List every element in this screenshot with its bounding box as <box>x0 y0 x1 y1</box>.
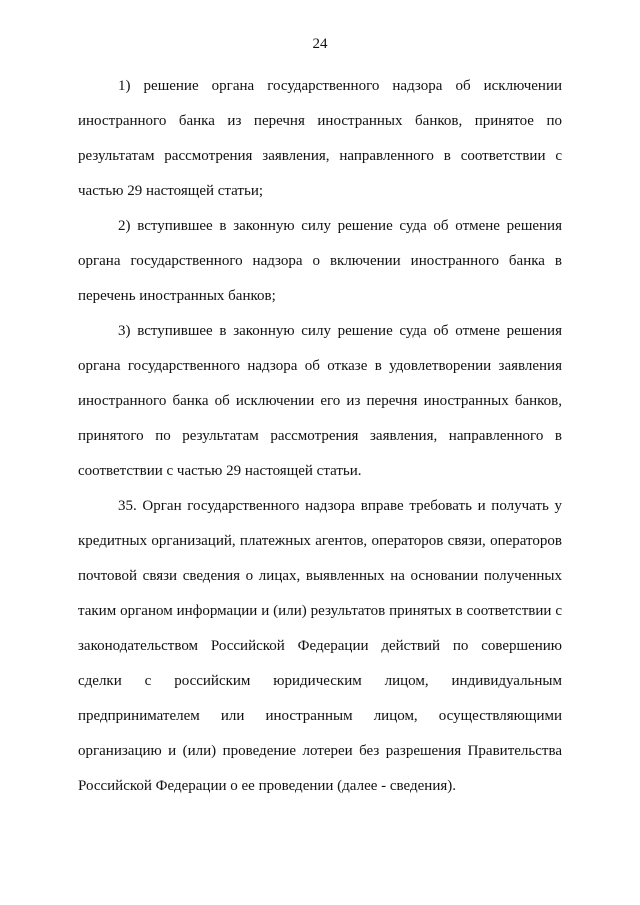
paragraph-clause-35: 35. Орган государственного надзора вправе требовать и получать у кредитных организаций, платежных агентов, операторов связи, операторов почтовой связи сведения о лицах, выявленных на основании полученных таким органом информации и (или) результатов принятых в соответствии с законодательством Российской Федерации действий по совершению сделки с российским юридическим лицом, индивидуальным предпринимателем или иностранным лицом, осуществляющими организацию и (или) проведение лотереи без разрешения Правительства Российской Федерации о ее проведении (далее - сведения). <box>78 498 562 794</box>
paragraph-item-2: 2) вступившее в законную силу решение суда об отмене решения органа государственного надзора о включении иностранного банка в перечень иностранных банков; <box>78 218 562 304</box>
page-number: 24 <box>312 36 328 52</box>
paragraph-item-1: 1) решение органа государственного надзора об исключении иностранного банка из перечня иностранных банков, принятое по результатам рассмотрения заявления, направленного в соответствии с частью 29 настоящей статьи; <box>78 78 562 199</box>
document-body <box>78 69 562 804</box>
paragraph-item-3: 3) вступившее в законную силу решение суда об отмене решения органа государственного надзора об отказе в удовлетворении заявления иностранного банка об исключении его из перечня иностранных банков, принятого по результатам рассмотрения заявления, направленного в соответствии с частью 29 настоящей статьи. <box>78 323 562 479</box>
